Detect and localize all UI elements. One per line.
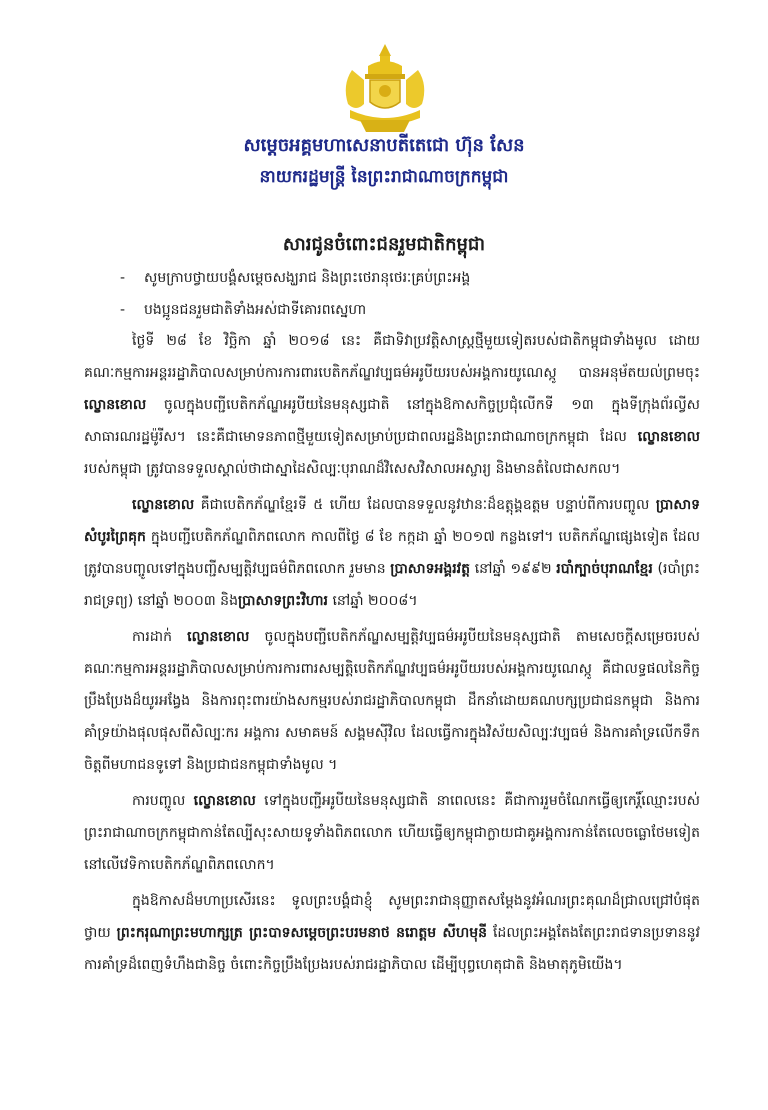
paragraph-text: ដែលព្រះអង្គតែងតែព្រះរាជទានប្រទាននូវការគាំទ្រដ៏ពេញទំហឹងជានិច្ច ចំពោះកិច្ចប្រឹងប្រែងរបស់រាជរដ្ឋាភិបាល ដើម្បីបុព្វហេតុជាតិ និងមាតុភូមិយើង។ <box>84 925 700 973</box>
author-title: នាយករដ្ឋមន្ត្រី នៃព្រះរាជាណាចក្រកម្ពុជា <box>259 167 509 187</box>
highlighted-term: ព្រះករុណាព្រះមហាក្សត្រ ព្រះបាទសម្តេចព្រះបរមនាថ នរោត្តម សីហមុនី <box>116 925 487 941</box>
salutation-text: បងប្អូនជនរួមជាតិទាំងអស់ជាទីគោរពស្នេហា <box>144 302 367 318</box>
highlighted-term: របាំក្បាច់បុរាណខ្មែរ <box>556 561 653 577</box>
highlighted-term: ប្រាសាទសំបូរព្រៃគុក <box>84 497 700 545</box>
author-name: សម្តេចអគ្គមហាសេនាបតីតេជោ ហ៊ុន សែន <box>243 135 525 156</box>
highlighted-term: ល្ខោនខោល <box>84 397 147 413</box>
paragraph <box>84 785 700 881</box>
paragraph-text: ការដាក់ <box>132 629 188 645</box>
highlighted-term: ល្ខោនខោល <box>132 497 195 513</box>
paragraph-text: ចូលក្នុងបញ្ជីបេតិកភ័ណ្ឌសម្បត្តិវប្បធម៌អរូបីយនៃមនុស្សជាតិ តាមសេចក្តីសម្រេចរបស់គណៈកម្មការអន្តររដ្ឋាភិបាលសម្រាប់ការការពារសម្បត្តិបេតិកភ័ណ្ឌវប្បធម៌អរូបីយរបស់អង្គការយូណេស្កូ គឺជាលទ្ធផលនៃកិច្ចប្រឹងប្រែងដ៏យូរអង្វែង និងការពុះពារយ៉ាងសកម្មរបស់រាជរដ្ឋាភិបាលកម្ពុជា ដឹកនាំដោយគណបក្សប្រជាជនកម្ពុជា និងការគាំទ្រយ៉ាងផុលផុសពីសិល្បៈករ អង្គការ សមាគមន៍ សង្គមស៊ីវិល ដែលធ្វើការក្នុងវិស័យសិល្បៈវប្បធម៌ និងការគាំទ្រលើកទឹកចិត្តពីមហាជនទូទៅ និងប្រជាជនកម្ពុជាទាំងមូល ។ <box>84 629 700 773</box>
paragraph <box>84 325 700 485</box>
highlighted-term: ល្ខោនខោល <box>193 793 256 809</box>
paragraph-text: នៅឆ្នាំ ១៩៩២ <box>470 561 557 577</box>
paragraph-text: នៅឆ្នាំ ២០០៨។ <box>328 593 418 609</box>
royal-coat-of-arms-emblem <box>330 40 440 138</box>
paragraph-text: ក្នុងបញ្ជីបេតិកភ័ណ្ឌពិភពលោក កាលពីថ្ងៃ ៨ ខែ កក្កដា ឆ្នាំ ២០១៧ កន្លងទៅ។ បេតិកភ័ណ្ឌផ្សេងទៀត ដែលត្រូវបានបញ្ចូលទៅក្នុងបញ្ជីសម្បត្តិវប្បធម៌ពិភពលោក រួមមាន <box>84 529 700 577</box>
paragraph <box>84 885 700 981</box>
salutation-item: - សូមក្រាបថ្វាយបង្គំសម្តេចសង្ឃរាជ និងព្រះថេរានុថេរៈគ្រប់ព្រះអង្គ <box>120 270 471 286</box>
highlighted-term: ប្រាសាទអង្គរវត្ត <box>390 561 471 577</box>
paragraph <box>84 621 700 781</box>
highlighted-term: ល្ខោនខោល <box>637 429 700 445</box>
highlighted-term: ល្ខោនខោល <box>187 629 250 645</box>
paragraph-text: របស់កម្ពុជា ត្រូវបានទទួលស្គាល់ថាជាស្នាដៃសិល្បៈបុរាណដ៏វិសេសវិសាលអស្ចារ្យ និងមានតំលៃជាសកល។ <box>84 461 621 477</box>
paragraph-text: ការបញ្ចូល <box>132 793 194 809</box>
paragraph-text: ក្នុងឱកាសដ៏មហាប្រសើរនេះ ទូលព្រះបង្គំជាខ្ញុំ សូមព្រះរាជានុញ្ញាតសម្តែងនូវអំណរព្រះគុណដ៏ជ្រាលជ្រៅបំផុតថ្វាយ <box>84 893 700 941</box>
salutation-text: សូមក្រាបថ្វាយបង្គំសម្តេចសង្ឃរាជ និងព្រះថេរានុថេរៈគ្រប់ព្រះអង្គ <box>144 270 471 286</box>
paragraph-text: ថ្ងៃទី ២៨ ខែ វិច្ឆិកា ឆ្នាំ ២០១៨ នេះ គឺជាទិវាប្រវត្តិសាស្ត្រថ្មីមួយទៀតរបស់ជាតិកម្ពុជាទាំងមូល ដោយគណៈកម្មការអន្តររដ្ឋាភិបាលសម្រាប់ការការពារបេតិកភ័ណ្ឌវប្បធម៌អរូបីយរបស់អង្គការយូណេស្កូ បានអនុម័តយល់ព្រមចុះ <box>84 333 700 381</box>
document-title: សារជូនចំពោះជនរួមជាតិកម្ពុជា <box>282 234 486 255</box>
paragraph-text: (របាំព្រះរាជទ្រព្យ) នៅឆ្នាំ ២០០៣ និង <box>84 561 700 609</box>
salutation-item: - បងប្អូនជនរួមជាតិទាំងអស់ជាទីគោរពស្នេហា <box>120 302 367 318</box>
highlighted-term: ប្រាសាទព្រះវិហារ <box>237 593 328 609</box>
letter-body <box>84 325 700 985</box>
paragraph-text: គឺជាបេតិកភ័ណ្ឌខ្មែរទី ៥ ហើយ ដែលបានទទួលនូវឋានៈដ៏ឧត្តុង្គឧត្តម បន្ទាប់ពីការបញ្ចូល <box>194 497 656 513</box>
paragraph <box>84 489 700 617</box>
paragraph-text: ទៅក្នុងបញ្ជីអរូបីយនៃមនុស្សជាតិ នាពេលនេះ គឺជាការរួមចំណែកធ្វើឲ្យកេរ្តិ៍ឈ្មោះរបស់ព្រះរាជាណាចក្រកម្ពុជាកាន់តែល្បីសុះសាយទូទាំងពិភពលោក ហើយធ្វើឲ្យកម្ពុជាក្លាយជាគូអង្គការកាន់តែលេចធ្លោថែមទៀត នៅលើវេទិកាបេតិកភ័ណ្ឌពិភពលោក។ <box>84 793 700 873</box>
paragraph-text: ចូលក្នុងបញ្ជីបេតិកភ័ណ្ឌអរូបីយនៃមនុស្សជាតិ នៅក្នុងឱកាសកិច្ចប្រជុំលើកទី ១៣ ក្នុងទីក្រុងព័រល្វីស សាធារណរដ្ឋម៉ូរីស។ នេះគឺជាមោទនភាពថ្មីមួយទៀតសម្រាប់ប្រជាពលរដ្ឋនិងព្រះរាជាណាចក្រកម្ពុជា ដែល <box>84 397 700 445</box>
salutation-list <box>120 262 720 326</box>
